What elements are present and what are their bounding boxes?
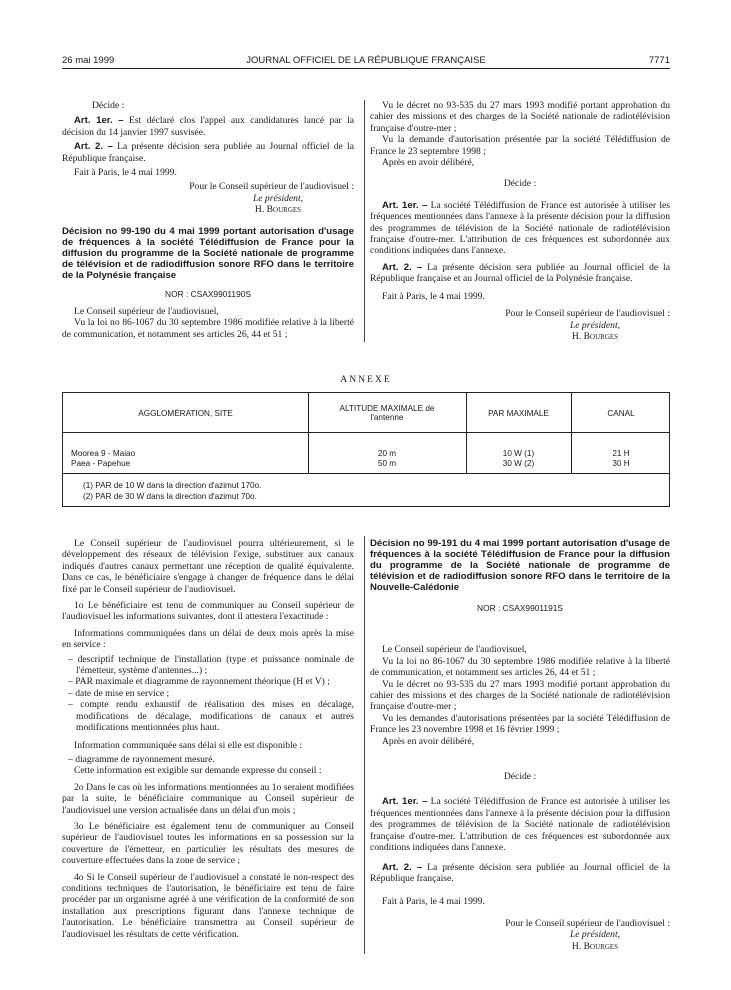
page-header	[62, 55, 670, 69]
article-1-label: Art. 1er. –	[382, 796, 428, 808]
table-footnote: (1) PAR de 10 W dans la direction d'azimut 170o.	[83, 481, 262, 490]
list-item: – diagramme de rayonnement mesuré.	[68, 753, 215, 765]
column-header-site: AGGLOMÉRATION, SITE	[138, 408, 233, 418]
paragraph: Vu les demandes d'autorisations présentées par la société Télédiffusion de France les 23 novembre 1998 et 16 février 1999 ;	[370, 712, 670, 736]
signature-line-1: Pour le Conseil supérieur de l'audiovisuel :	[505, 308, 670, 320]
list-item: – descriptif technique de l'installation (type et puissance nominale de l'émetteur, système d'antennes...) ;	[68, 653, 354, 677]
article-2-label: Art. 2. –	[382, 861, 423, 873]
par-cell: 10 W (1)	[502, 449, 535, 458]
paragraph: Informations communiquées dans un délai de deux mois après la mise en service :	[62, 627, 354, 651]
table-row	[63, 449, 669, 459]
decide-label: Décide :	[503, 178, 537, 190]
list-item: – compte rendu exhaustif de réalisation des mises en décalage, modifications de décalage, modifications de canaux et autres modifications mentionnées plus haut.	[68, 699, 354, 734]
decide-label: Décide :	[503, 771, 537, 783]
column-header-canal: CANAL	[607, 408, 635, 418]
paragraph: Le Conseil supérieur de l'audiovisuel pourra ultérieurement, si le développement des réseaux de télévision l'exige, substituer aux canaux indiqués d'autres canaux permettant une réception de qualité équivalente. Dans ce cas, le bénéficiaire s'engage à changer de fréquence dans le délai fixé par le Conseil supérieur de l'audiovisuel.	[62, 538, 354, 595]
top-left-column	[62, 100, 354, 340]
decision-190-title: Décision no 99-190 du 4 mai 1999 portant autorisation d'usage de fréquences à la société Télédiffusion de France pour la diffusion du programme de la Société nationale de programme de télévision et de radiodiffusion sonore RFO dans le territoire de la Polynésie française	[62, 225, 354, 281]
paragraph: Vu le décret no 93-535 du 27 mars 1993 modifié portant approbation du cahier des missions et des charges de la Société nationale de radiotélévision française d'outre-mer ;	[370, 100, 670, 134]
paragraph: Après en avoir délibéré,	[382, 735, 475, 747]
column-header-par: PAR MAXIMALE	[488, 408, 549, 418]
article-1	[370, 796, 670, 853]
paragraph: 4o Si le Conseil supérieur de l'audiovisuel a constaté le non-respect des conditions techniques de l'autorisation, le bénéficiaire est tenu de faire procéder par un organisme agréé à une vérification de la conformité de son installation aux prescriptions figurant dans l'annexe technique de l'autorisation. Le bénéficiaire transmettra au Conseil supérieur de l'audiovisuel les résultats de cette vérification.	[62, 871, 354, 940]
header-journal: JOURNAL OFFICIEL DE LA RÉPUBLIQUE FRANÇAISE	[246, 55, 486, 66]
article-1	[62, 115, 354, 138]
canal-cell: 30 H	[612, 459, 630, 468]
article-2	[62, 141, 354, 164]
list-item: – date de mise en service ;	[68, 687, 170, 699]
site-cell: Moorea 9 - Maiao	[71, 449, 136, 458]
paragraph: Après en avoir délibéré,	[382, 157, 475, 169]
signature-line-3: H. Bourges	[571, 940, 619, 952]
article-1-text: La société Télédiffusion de France est autorisée à utiliser les fréquences mentionnées dans l'annexe à la présente décision pour la diffusion des programmes de télévision de la Société nationale de radiotélévision française d'outre-mer. L'attribution de ces fréquences est subordonnée aux conditions indiquées dans l'annexe.	[370, 199, 671, 257]
paragraph: Vu la loi no 86-1067 du 30 septembre 1986 modifiée relative à la liberté de communication, et notamment ses articles 26, 44 et 51 ;	[62, 317, 354, 340]
header-page-number: 7771	[648, 55, 670, 66]
signature-line-1: Pour le Conseil supérieur de l'audiovisuel :	[505, 917, 670, 929]
article-2-text: La présente décision sera publiée au Journal officiel de la République française.	[370, 861, 670, 884]
list-item: – PAR maximale et diagramme de rayonnement théorique (H et V) ;	[68, 676, 330, 688]
signature-line-1: Pour le Conseil supérieur de l'audiovisuel :	[189, 181, 354, 193]
bottom-left-column	[62, 538, 354, 940]
altitude-cell: 50 m	[377, 459, 397, 468]
nor-code: NOR : CSAX9901191S	[477, 603, 563, 613]
column-divider	[364, 100, 365, 342]
article-2-text: La présente décision sera publiée au Journal officiel de la République française et au Journal officiel de la Polynésie française.	[370, 261, 670, 285]
annexe-table	[62, 392, 670, 507]
nor-code: NOR : CSAX9901190S	[165, 288, 251, 299]
table-footnote: (2) PAR de 30 W dans la direction d'azimut 70o.	[83, 492, 257, 501]
column-header-altitude: ALTITUDE MAXIMALE de l'antenne	[339, 404, 435, 422]
top-right-column	[370, 100, 670, 342]
fait-line: Fait à Paris, le 4 mai 1999.	[74, 167, 177, 179]
site-cell: Paea - Papehue	[71, 459, 131, 468]
paragraph: Le Conseil supérieur de l'audiovisuel,	[382, 644, 527, 656]
table-footnote-divider	[63, 473, 669, 474]
article-2-text: La présente décision sera publiée au Journal officiel de la République française.	[62, 141, 354, 164]
paragraph: Cette information est exigible sur demande expresse du conseil :	[74, 765, 322, 777]
article-2	[370, 862, 670, 885]
bottom-right-column	[370, 538, 670, 952]
header-date: 26 mai 1999	[62, 55, 115, 66]
altitude-cell: 20 m	[377, 449, 397, 458]
paragraph: Information communiquée sans délai si elle est disponible :	[74, 739, 303, 751]
article-1-text: La société Télédiffusion de France est autorisée à utiliser les fréquences mentionnées dans l'annexe à la présente décision pour la diffusion des programmes de télévision de la Société nationale de radiotélévision française d'outre-mer. L'attribution de ces fréquences est subordonnée aux conditions indiquées dans l'annexe.	[370, 796, 671, 854]
article-2-label: Art. 2. –	[382, 261, 423, 273]
signature-line-2: Le président,	[252, 192, 304, 204]
article-1-text: Est déclaré clos l'appel aux candidatures lancé par la décision du 14 janvier 1997 susvisée.	[62, 115, 355, 138]
fait-line: Fait à Paris, le 4 mai 1999.	[382, 290, 485, 302]
canal-cell: 21 H	[612, 449, 630, 458]
table-row	[63, 459, 669, 469]
paragraph: 1o Le bénéficiaire est tenu de communiquer au Conseil supérieur de l'audiovisuel les informations suivantes, dont il attestera l'exactitude :	[62, 600, 354, 623]
signature-line-3: H. Bourges	[254, 204, 302, 216]
decide-label: Décide :	[92, 100, 125, 111]
fait-line: Fait à Paris, le 4 mai 1999.	[382, 896, 485, 908]
par-cell: 30 W (2)	[502, 459, 535, 468]
paragraph: Vu la demande d'autorisation présentée par la société Télédiffusion de France le 23 septembre 1998 ;	[370, 134, 670, 157]
annexe-title: ANNEXE	[340, 374, 392, 385]
decision-191-title: Décision no 99-191 du 4 mai 1999 portant autorisation d'usage de fréquences à la société Télédiffusion de France pour la diffusion du programme de la Société nationale de programme de télévision et de radiodiffusion sonore RFO dans le territoire de la Nouvelle-Calédonie	[370, 538, 670, 593]
signature-line-2: Le président,	[569, 929, 621, 941]
column-divider	[364, 536, 365, 954]
article-1-label: Art. 1er. –	[382, 199, 428, 211]
article-2-label: Art. 2. –	[74, 141, 113, 153]
article-2	[370, 262, 670, 285]
paragraph: 2o Dans le cas où les informations mentionnées au 1o seraient modifiées par la suite, le bénéficiaire communique au Conseil supérieur de l'audiovisuel une version actualisée dans un délai d'un mois ;	[62, 781, 354, 816]
article-1-label: Art. 1er. –	[74, 115, 124, 127]
article-1	[370, 200, 670, 257]
signature-line-3: H. Bourges	[571, 330, 619, 342]
paragraph: Vu le décret no 93-535 du 27 mars 1993 modifié portant approbation du cahier des missions et des charges de la Société nationale de radiotélévision française d'outre-mer ;	[370, 678, 670, 713]
signature-line-2: Le président,	[569, 319, 621, 331]
paragraph: 3o Le bénéficiaire est également tenu de communiquer au Conseil supérieur de l'audiovisuel toutes les informations en sa possession sur la couverture de l'émetteur, en particulier les résultats des mesures de couverture effectuées dans la zone de service ;	[62, 820, 354, 867]
paragraph: Le Conseil supérieur de l'audiovisuel,	[74, 306, 219, 318]
paragraph: Vu la loi no 86-1067 du 30 septembre 1986 modifiée relative à la liberté de communication, et notamment ses articles 26, 44 et 51 ;	[370, 655, 670, 679]
